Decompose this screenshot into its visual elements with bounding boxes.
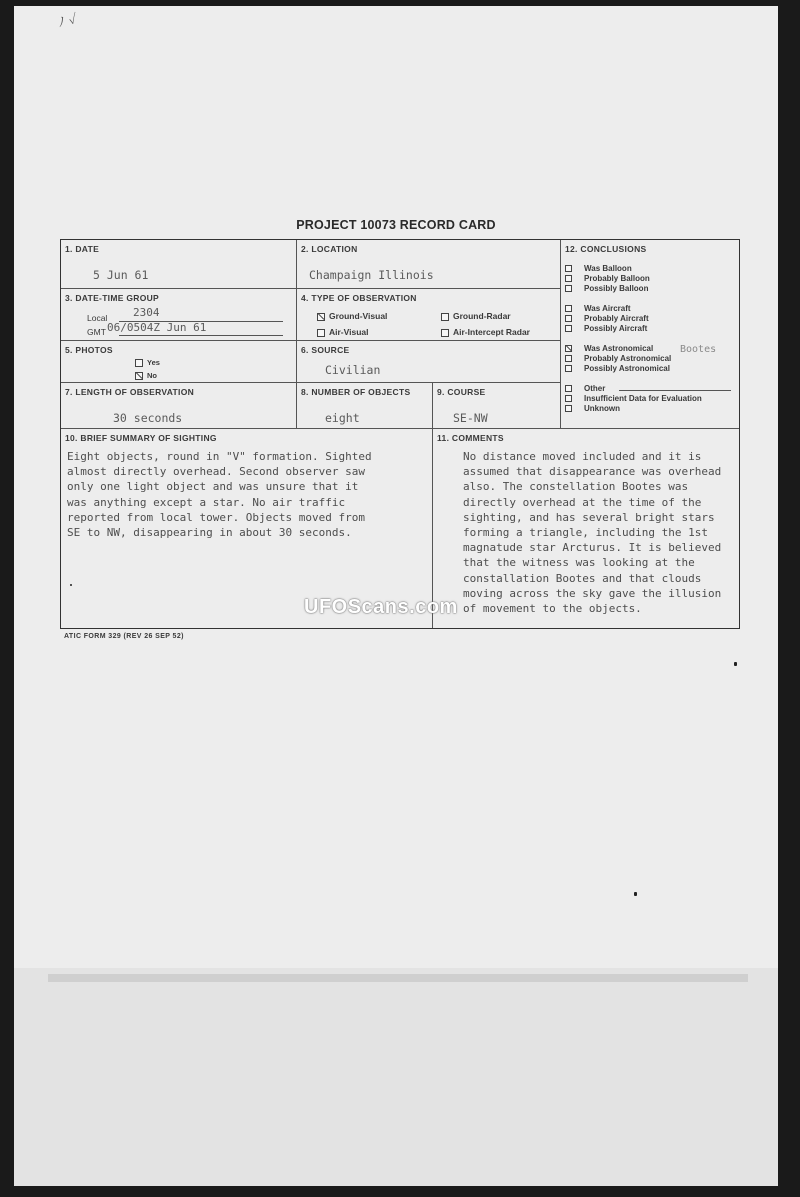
date-value: 5 Jun 61	[93, 268, 149, 282]
checkbox-icon	[441, 313, 449, 321]
comments-line: assumed that disappearance was overhead	[463, 465, 722, 479]
conclusion-label: Was Astronomical	[584, 344, 654, 353]
comments-line: moving across the sky gave the illusion	[463, 586, 722, 600]
obs-air-intercept-radar	[441, 327, 530, 337]
photos-yes	[135, 358, 160, 367]
conclusion-item	[565, 274, 650, 283]
comments-line: No distance moved included and it is	[463, 450, 702, 463]
course-value: SE-NW	[453, 411, 488, 425]
obs-air-visual	[317, 327, 369, 337]
checkbox-icon	[135, 359, 143, 367]
checkbox-icon	[565, 365, 572, 372]
conclusions-label: 12. CONCLUSIONS	[565, 244, 647, 254]
comments-line: also. The constellation Bootes was	[463, 480, 689, 494]
card-title: PROJECT 10073 RECORD CARD	[296, 218, 496, 232]
comments-line: magnatude star Arcturus. It is believed	[463, 541, 722, 555]
checkbox-icon	[565, 355, 572, 362]
length-of-observation-label: 7. LENGTH OF OBSERVATION	[65, 387, 195, 397]
conclusion-item	[565, 384, 605, 393]
checkbox-icon	[565, 315, 572, 322]
obs-ground-radar-label: Ground-Radar	[453, 311, 511, 321]
conclusion-label: Probably Balloon	[584, 274, 650, 283]
summary-line: was anything except a star. No air traffic	[67, 495, 346, 509]
obs-ground-visual	[317, 311, 387, 321]
page-fold-shadow	[48, 974, 748, 982]
conclusion-label: Was Aircraft	[584, 304, 631, 313]
obs-ground-visual-label: Ground-Visual	[329, 311, 388, 321]
obs-air-visual-label: Air-Visual	[329, 327, 369, 337]
conclusion-label: Possibly Aircraft	[584, 324, 648, 333]
local-label: Local	[87, 313, 108, 323]
date-time-group-cell	[61, 288, 297, 340]
gmt-time-value: 06/0504Z Jun 61	[107, 321, 207, 334]
source-label: 6. SOURCE	[301, 345, 350, 355]
brief-summary-label: 10. BRIEF SUMMARY OF SIGHTING	[65, 433, 217, 443]
conclusion-item	[565, 314, 649, 323]
checkbox-icon	[565, 285, 572, 292]
location-value: Champaign Illinois	[309, 268, 434, 282]
form-id: ATIC FORM 329 (REV 26 SEP 52)	[64, 633, 184, 640]
conclusion-label: Insufficient Data for Evaluation	[584, 394, 702, 403]
dust-speck	[734, 662, 737, 666]
astronomical-note: Bootes	[680, 344, 717, 355]
summary-line: SE to NW, disappearing in about 30 seconds.	[67, 526, 352, 539]
other-underline	[619, 390, 731, 391]
conclusion-item	[565, 324, 647, 333]
type-of-observation-label: 4. TYPE OF OBSERVATION	[301, 293, 417, 303]
conclusion-item	[565, 344, 653, 353]
watermark: UFOScans.com	[304, 596, 458, 618]
source-cell	[297, 340, 561, 382]
number-of-objects-cell	[297, 382, 433, 428]
checkbox-icon	[565, 265, 572, 272]
dust-speck	[634, 892, 637, 896]
conclusion-label: Possibly Astronomical	[584, 364, 670, 373]
checkbox-icon	[565, 395, 572, 402]
course-label: 9. COURSE	[437, 387, 486, 397]
checkbox-checked-icon	[135, 372, 143, 380]
photos-cell	[61, 340, 297, 382]
number-of-objects-label: 8. NUMBER OF OBJECTS	[301, 387, 411, 397]
checkbox-icon	[565, 275, 572, 282]
summary-line: almost directly overhead. Second observer saw	[67, 465, 366, 479]
conclusion-item	[565, 284, 648, 293]
dust-speck	[70, 584, 72, 586]
comments-line: directly overhead at the time of the	[463, 495, 702, 509]
local-time-value: 2304	[133, 306, 160, 319]
conclusion-item	[565, 264, 632, 273]
date-time-group-label: 3. DATE-TIME GROUP	[65, 293, 160, 303]
source-value: Civilian	[325, 363, 381, 377]
type-of-observation-cell	[297, 288, 561, 340]
length-of-observation-cell	[61, 382, 297, 428]
comments-line: forming a triangle, including the 1st	[463, 526, 709, 539]
checkbox-icon	[317, 329, 325, 337]
date-label: 1. DATE	[65, 244, 100, 254]
checkbox-icon	[441, 329, 449, 337]
summary-line: only one light object and was unsure that it	[67, 480, 359, 494]
comments-line: constallation Bootes and that clouds	[463, 571, 702, 585]
record-card	[60, 239, 740, 629]
comments-cell	[433, 428, 739, 628]
conclusion-item	[565, 304, 631, 313]
comments-line: sighting, and has several bright stars	[463, 510, 715, 524]
photos-yes-label: Yes	[147, 358, 160, 367]
conclusion-item	[565, 354, 671, 363]
gmt-label: GMT	[87, 327, 106, 337]
conclusion-label: Probably Astronomical	[584, 354, 672, 363]
location-cell	[297, 240, 561, 288]
conclusions-cell	[561, 240, 739, 428]
length-of-observation-value: 30 seconds	[113, 411, 183, 425]
conclusion-label: Unknown	[584, 404, 620, 413]
course-cell	[433, 382, 561, 428]
date-cell	[61, 240, 297, 288]
conclusion-item	[565, 364, 670, 373]
photos-no	[135, 371, 157, 380]
comments-label: 11. COMMENTS	[437, 433, 504, 443]
conclusion-item	[565, 404, 620, 413]
conclusion-label: Possibly Balloon	[584, 284, 649, 293]
gmt-underline	[119, 335, 283, 336]
checkbox-icon	[565, 325, 572, 332]
comments-line: that the witness was looking at the	[463, 556, 695, 570]
conclusion-label: Other	[584, 384, 606, 393]
obs-ground-radar	[441, 311, 511, 321]
summary-line: reported from local tower. Objects moved from	[67, 510, 366, 524]
checkbox-icon	[565, 405, 572, 412]
summary-line: Eight objects, round in "V" formation. Sighted	[67, 450, 372, 463]
conclusion-label: Was Balloon	[584, 264, 632, 273]
document-page	[14, 6, 778, 1186]
page-lower-area	[14, 968, 778, 1186]
obs-air-intercept-radar-label: Air-Intercept Radar	[453, 327, 530, 337]
conclusion-label: Probably Aircraft	[584, 314, 649, 323]
checkbox-checked-icon	[317, 313, 325, 321]
conclusion-item	[565, 394, 702, 403]
comments-line: of movement to the objects.	[463, 602, 642, 615]
photos-no-label: No	[147, 371, 157, 380]
number-of-objects-value: eight	[325, 411, 360, 425]
checkbox-icon	[565, 305, 572, 312]
photos-label: 5. PHOTOS	[65, 345, 113, 355]
checkbox-checked-icon	[565, 345, 572, 352]
corner-pencil-mark: ﾉ ✓	[57, 12, 79, 31]
location-label: 2. LOCATION	[301, 244, 358, 254]
checkbox-icon	[565, 385, 572, 392]
